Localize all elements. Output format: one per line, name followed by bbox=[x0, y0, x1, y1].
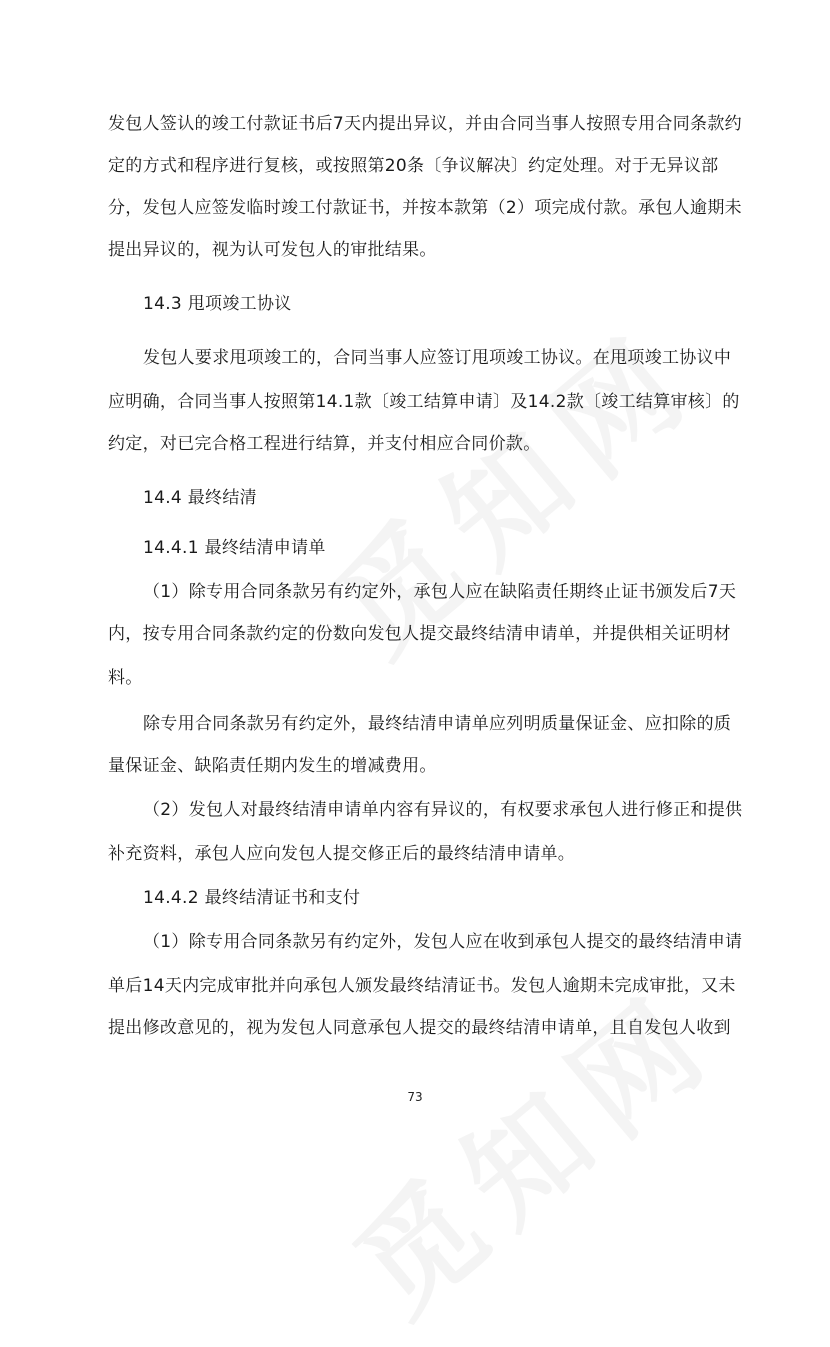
paragraph-line: 发包人要求甩项竣工的，合同当事人应签订甩项竣工协议。在甩项竣工协议中 bbox=[143, 348, 732, 368]
paragraph-line: 除专用合同条款另有约定外，最终结清申请单应列明质量保证金、应扣除的质 bbox=[143, 714, 732, 734]
section-heading: 14.4 最终结清 bbox=[143, 488, 257, 508]
paragraph-line: 单后14天内完成审批并向承包人颁发最终结清证书。发包人逾期未完成审批，又未 bbox=[108, 976, 736, 996]
paragraph-line: 补充资料，承包人应向发包人提交修正后的最终结清申请单。 bbox=[108, 844, 576, 864]
subsection-heading: 14.4.1 最终结清申请单 bbox=[143, 538, 326, 558]
paragraph-line: （1）除专用合同条款另有约定外，承包人应在缺陷责任期终止证书颁发后7天 bbox=[143, 582, 737, 602]
watermark bbox=[314, 945, 746, 1347]
paragraph-line: 提出修改意见的，视为发包人同意承包人提交的最终结清申请单，且自发包人收到 bbox=[108, 1018, 731, 1038]
paragraph-line: 约定，对已完合格工程进行结算，并支付相应合同价款。 bbox=[108, 434, 541, 454]
paragraph-line: 发包人签认的竣工付款证书后7天内提出异议，并由合同当事人按照专用合同条款约 bbox=[108, 114, 742, 134]
paragraph-line: 定的方式和程序进行复核，或按照第20条〔争议解决〕约定处理。对于无异议部 bbox=[108, 156, 719, 176]
paragraph-line: 应明确，合同当事人按照第14.1款〔竣工结算申请〕及14.2款〔竣工结算审核〕的 bbox=[108, 392, 740, 412]
section-heading: 14.3 甩项竣工协议 bbox=[143, 294, 292, 314]
subsection-heading: 14.4.2 最终结清证书和支付 bbox=[143, 888, 361, 908]
paragraph-line: （1）除专用合同条款另有约定外，发包人应在收到承包人提交的最终结清申请 bbox=[143, 932, 743, 952]
page-number: 73 bbox=[407, 1090, 423, 1104]
paragraph-line: （2）发包人对最终结清申请单内容有异议的，有权要求承包人进行修正和提供 bbox=[143, 800, 743, 820]
paragraph-line: 内，按专用合同条款约定的份数向发包人提交最终结清申请单，并提供相关证明材 bbox=[108, 624, 731, 644]
paragraph-line: 提出异议的，视为认可发包人的审批结果。 bbox=[108, 240, 437, 260]
paragraph-line: 料。 bbox=[108, 668, 143, 688]
paragraph-line: 分，发包人应签发临时竣工付款证书，并按本款第（2）项完成付款。承包人逾期未 bbox=[108, 198, 742, 218]
paragraph-line: 量保证金、缺陷责任期内发生的增减费用。 bbox=[108, 756, 437, 776]
